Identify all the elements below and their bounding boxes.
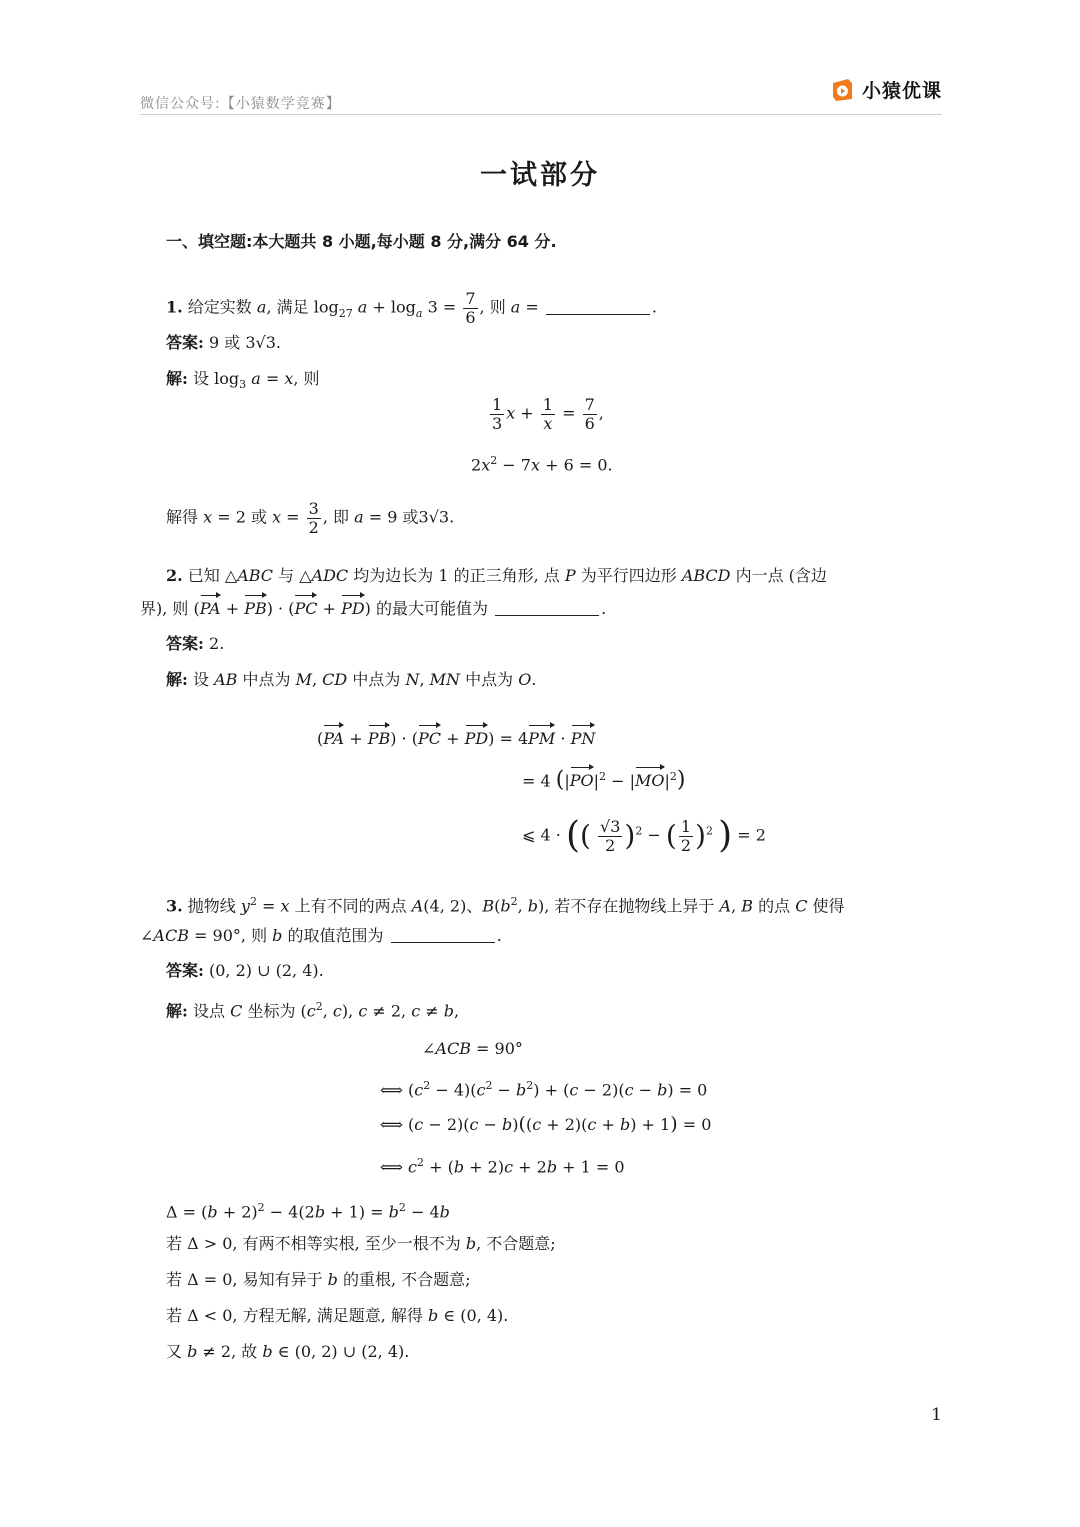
play-logo-icon [830,77,856,103]
q3-answer: 答案: (0, 2) ∪ (2, 4). [166,961,324,980]
q1-stem: 1. 给定实数 a, 满足 $\log_{27} a + \log_a 3$ = $\frac{7}{6}$ , 则 a = . [166,289,657,327]
q2-eq3: ⩽ 4 · (( $\frac{√3}{2}$ )$^2$ − ( $\frac{1}{2}$ )$^2$ ) = 2 [522,815,766,857]
q3-final: 又 b ≠ 2, 故 b ∈ (0, 2) ∪ (2, 4). [166,1342,410,1361]
wechat-account-label: 微信公众号:【小猿数学竞赛】 [140,96,341,112]
q3-case3: 若 Δ < 0, 方程无解, 满足题意, 解得 b ∈ (0, 4). [166,1306,509,1325]
page-header [140,76,942,115]
q3-case2: 若 Δ = 0, 易知有异于 b 的重根, 不合题意; [166,1270,471,1289]
q1-answer: 答案: 9 或 3√3. [166,333,282,352]
q2-eq2: = 4 $(|PO|^2 - |MO|^2)$ [522,767,686,793]
page-title: 一试部分 [480,160,600,191]
q3-eq1: ∠ACB = 90° [422,1039,523,1058]
page-number: 1 [931,1405,942,1425]
q2-answer: 答案: 2. [166,634,225,653]
q3-case1: 若 Δ > 0, 有两不相等实根, 至少一根不为 b, 不合题意; [166,1234,556,1253]
q1-eq2: $2x^2 - 7x + 6 = 0$. [471,454,613,475]
q2-eq1: (PA + PB) · (PC + PD) = 4PM · PN [317,727,595,751]
q2-stem-line2: 界), 则 (PA + PB) · (PC + PD) 的最大可能值为 . [140,597,606,621]
brand-name: 小猿优课 [861,80,942,102]
q3-stem-line1: 3. 抛物线 $y^2 = x$ 上有不同的两点 A(4, 2)、$B(b^2$, b), 若不存在抛物线上异于 A, B 的点 C 使得 [166,895,845,916]
section-heading: 一、填空题:本大题共 8 小题,每小题 8 分,满分 64 分. [166,232,557,251]
brand-logo [830,76,942,103]
q2-stem-line1: 2. 已知 △ABC 与 △ADC 均为边长为 1 的正三角形, 点 P 为平行四边形 ABCD 内一点 (含边 [166,566,827,585]
q3-eq3: ⟺ (c − 2)(c − b)((c + 2)(c + b) + 1) = 0 [380,1113,712,1135]
q3-eq2: ⟺ $(c^2 - 4)(c^2 - b^2) + (c - 2)(c - b) = 0$ [380,1079,708,1100]
q1-solution-intro: 解: 设 $\log_3 a = x$, 则 [166,369,320,392]
q3-solution-intro: 解: 设点 C 坐标为 ($c^2$, c), c ≠ 2, c ≠ b, [166,1000,460,1021]
q2-solution-intro: 解: 设 AB 中点为 M, CD 中点为 N, MN 中点为 O. [166,670,537,689]
q1-eq1: $\frac{1}{3}$ x + $\frac{1}{x}$ = $\frac{7}{6}$ , [492,395,604,433]
q3-eq4: ⟺ $c^2 + (b + 2)c + 2b + 1 = 0$ [380,1156,625,1177]
q3-delta: $\Delta = (b + 2)^2 - 4(2b + 1) = b^2 - 4b$ [166,1201,450,1222]
q1-conclusion: 解得 x = 2 或 x = $\frac{3}{2}$ , 即 a = 9 或3√3. [166,499,455,537]
q3-stem-line2: ∠ACB = 90°, 则 b 的取值范围为 . [140,926,502,945]
